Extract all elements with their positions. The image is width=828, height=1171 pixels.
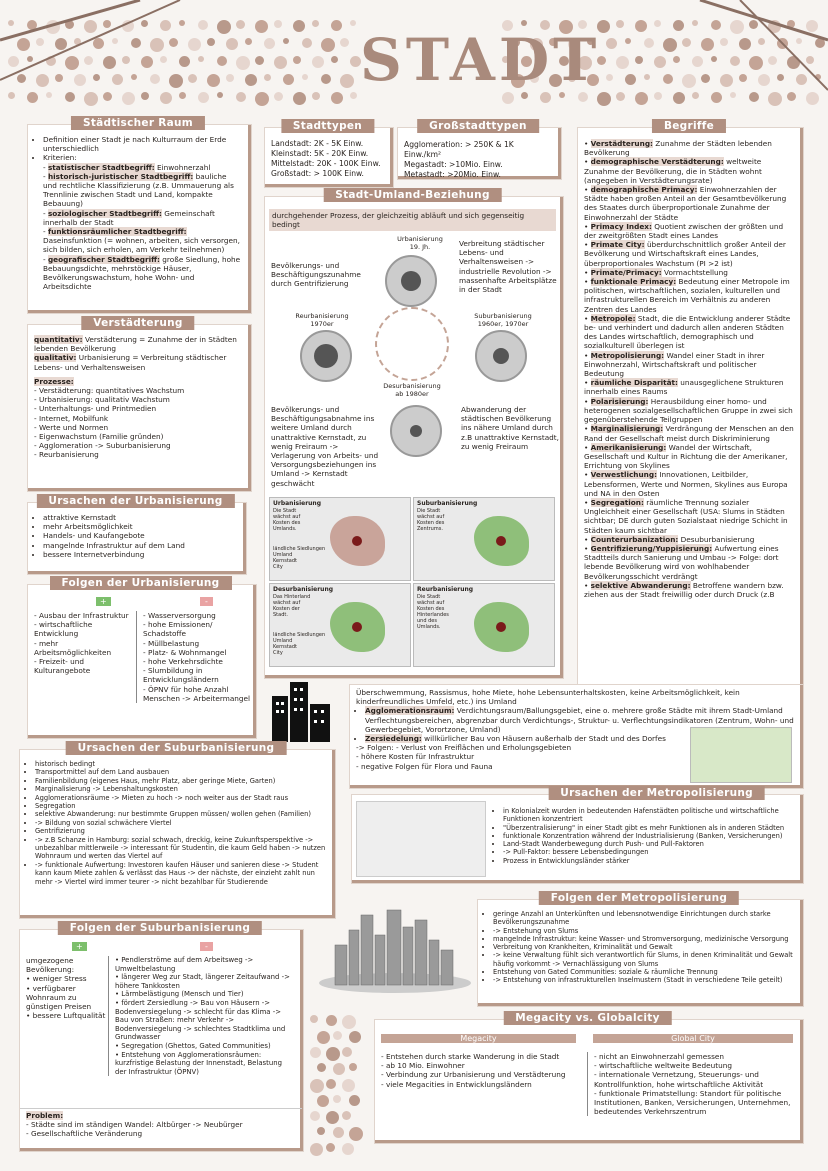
heading: Folgen der Urbanisierung bbox=[50, 576, 232, 590]
definition: weltweite Zunahme der Bevölkerung, die in Städten wohnt (angegeben in Verstädterungsrate) bbox=[584, 157, 762, 185]
definition: Einwohnerzahlen der Städte haben großen Anteil an der Gesamtbevölkerung des Staates durch überproportionale Zunahme der Einwohnerzahl der Städte bbox=[584, 185, 787, 222]
definition: räumliche Trennung sozialer Ungleichheit einer Gesellschaft (USA: Slums in Städten sichtbar; DE durch guten Sozialstaat niedrige Schicht in Städten kaum sichtbar bbox=[584, 497, 788, 535]
list-item: • mangelnde Infrastruktur auf dem Land bbox=[43, 541, 237, 550]
map-center bbox=[496, 536, 506, 546]
decorative-dot bbox=[342, 1111, 351, 1120]
positive-item: • bessere Luftqualität bbox=[26, 1011, 106, 1021]
definition: Aufwertung eines Stadtteils durch Sanierung und Umbau -> Folge: dort lebende Bevölkerung wird von wohlhabender Bevölkerungsschicht verdrängt bbox=[584, 543, 779, 581]
begriff-item: • demographische Primacy: Einwohnerzahlen der Städte haben großen Anteil an der Gesamtbevölkerung des Staates durch überproportionale Zunahme der Einwohnerzahl der Städte bbox=[584, 185, 787, 222]
problem-item: - Gesellschaftliche Veränderung bbox=[26, 1129, 143, 1139]
globalcity-header: Global City bbox=[593, 1034, 793, 1043]
decorative-dot bbox=[349, 1095, 360, 1106]
list-item: • Agglomerationsräume -> Mieten zu hoch -> noch weiter aus der Stadt raus bbox=[35, 794, 326, 802]
map-title: Reurbanisierung bbox=[417, 586, 474, 593]
map-title: Desurbanisierung bbox=[273, 586, 334, 593]
decorative-dot bbox=[333, 1063, 345, 1075]
decorative-dot bbox=[326, 1111, 339, 1124]
positive-list bbox=[20, 956, 112, 1020]
suburb-illustration bbox=[690, 727, 792, 783]
map-center bbox=[496, 622, 506, 632]
list-item: • Entstehung von Gated Communities: soziale & räumliche Trennung bbox=[493, 968, 794, 976]
text-top-left: Bevölkerungs- und Beschäftigungszunahme durch Gentrifizierung bbox=[271, 261, 361, 289]
decorative-dot bbox=[310, 1111, 320, 1121]
decorative-dot bbox=[342, 1079, 355, 1092]
ursachen-list bbox=[34, 513, 237, 559]
label-desurbanisierung: Desurbanisierung ab 1980er bbox=[383, 382, 441, 398]
megacity-item: - ab 10 Mio. Einwohner bbox=[381, 1061, 465, 1071]
list-item: • "Überzentralisierung" in einer Stadt gibt es mehr Funktionen als in anderen Städten bbox=[503, 824, 794, 832]
definition: Desuburbanisierung bbox=[680, 534, 755, 544]
term: selektive Abwanderung: bbox=[590, 580, 691, 590]
decorative-dot bbox=[310, 1047, 321, 1058]
map-panel bbox=[269, 583, 411, 667]
definition: unausgeglichene Strukturen innerhalb eines Raums bbox=[584, 378, 784, 397]
folgen-list bbox=[484, 910, 794, 985]
skyline-icon bbox=[268, 676, 336, 744]
stadttyp-line: Großstadt: > 100K Einw. bbox=[271, 169, 364, 178]
kriterien-label: • Kriterien: bbox=[43, 153, 242, 162]
negative-item: - Wasserversorgung bbox=[143, 611, 216, 620]
term: soziologischer Stadtbegriff: bbox=[47, 208, 162, 218]
qualitativ-line: qualitativ: Urbanisierung = Verbreitung städtischer Lebens- und Verhaltensweisen bbox=[34, 353, 227, 372]
prozess-item: - Eigenwachstum (Familie gründen) bbox=[34, 432, 164, 442]
term: statistischer Stadtbegriff: bbox=[47, 162, 155, 172]
decorative-dot bbox=[310, 1143, 323, 1156]
city-illustration bbox=[315, 905, 475, 995]
diagram-reurbanisierung bbox=[300, 330, 352, 382]
map-note: Die Stadt wächst auf Kosten des Umlands. bbox=[273, 508, 301, 532]
list-item: • historisch bedingt bbox=[35, 760, 326, 768]
term: demographische Primacy: bbox=[590, 185, 698, 195]
map-note: Die Stadt wächst auf Kosten des Zentrums. bbox=[417, 508, 445, 532]
positive-item: • verfügbarer Wohnraum zu günstigen Preisen bbox=[26, 983, 92, 1012]
negative-item: • Segregation (Ghettos, Gated Communities) bbox=[115, 1041, 271, 1050]
definition: Innovationen, Leitbilder, Lebensformen, Werte und Normen, Skylines aus Europa und NA in den Osten bbox=[584, 470, 788, 498]
list-item: • Marginalisierung -> Lebenshaltungskosten bbox=[35, 785, 326, 793]
map-panel bbox=[269, 497, 411, 581]
plus-badge: + bbox=[72, 942, 87, 951]
card-agglomeration bbox=[350, 685, 803, 788]
list-item: • attraktive Kernstadt bbox=[43, 513, 237, 522]
ursachen-list bbox=[494, 807, 794, 865]
definition: Wandel einer Stadt in ihrer Einwohnerzahl, Wirtschaftskraft und politischer Bedeutung bbox=[584, 350, 765, 379]
definition: Einwohnerzahl bbox=[157, 162, 211, 172]
negative-item: • fördert Zersiedlung -> Bau von Häusern -> Bodenversiegelung -> schlecht für das Klima -> Bau von Straßen: mehr Verkehr -> Bodenversiegelung -> schlechtes Stadtklima und Grundwasser bbox=[115, 998, 286, 1042]
prozess-item: - Agglomeration -> Suburbanisierung bbox=[34, 441, 171, 451]
kriterien-list bbox=[34, 163, 242, 292]
heading: Stadttypen bbox=[281, 119, 374, 133]
negative-item: • Lärmbelästigung (Mensch und Tier) bbox=[115, 990, 244, 999]
term: räumliche Disparität: bbox=[590, 378, 678, 388]
decorative-dot bbox=[317, 1063, 326, 1072]
stadttyp-line: Landstadt: 2K - 5K Einw. bbox=[271, 139, 364, 148]
kriterium-item: - historisch-juristischer Stadtbegriff: bauliche und rechtliche Klassifizierung (z.B. Ummauerung als Trennlinie zwischen Stadt und Land, kompakte Bebauung) bbox=[43, 171, 234, 209]
begriff-item: • Metropole: Stadt, die die Entwicklung anderer Städte be- und verhindert und dadurch allen anderen Städten des Landes wirtschaftlich, demographisch und sozialkulturell überlegen ist bbox=[584, 313, 791, 351]
term: Metropolisierung: bbox=[590, 350, 665, 360]
quantitativ-line: quantitativ: Verstädterung = Zunahme der in Städten lebenden Bevölkerung bbox=[34, 335, 237, 354]
map-center bbox=[352, 622, 362, 632]
map-title: Urbanisierung bbox=[273, 500, 321, 507]
list-item: • Familienbildung (eigenes Haus, mehr Platz, aber geringe Miete, Garten) bbox=[35, 777, 326, 785]
globalcity-item: - wirtschaftliche weltweite Bedeutung bbox=[594, 1061, 733, 1071]
card-folgen-suburbanisierung bbox=[20, 922, 303, 1151]
card-ursachen-suburbanisierung bbox=[20, 742, 335, 918]
negative-item: - Müllbelastung bbox=[143, 638, 200, 648]
zersiedelung-item: • Zersiedelung: willkürlicher Bau von Häusern außerhalb der Stadt und des Dorfes bbox=[365, 734, 794, 743]
term: demographische Verstädterung: bbox=[590, 157, 724, 167]
minus-badge: - bbox=[200, 597, 213, 606]
list-item: • -> funktionale Aufwertung: Investoren kaufen Häuser und sanieren diese -> Student kann kaum Miete zahlen & verlässt das Haus -> der nächste, der einzieht zahlt nun mehr -> Viertel wird immer teurer -> nicht bezahlbar für Studierende bbox=[35, 861, 326, 886]
term: Gentrifizierung/Yuppisierung: bbox=[590, 543, 713, 553]
list-item: • -> Entstehung von infrastrukturellen Inselmustern (Stadt in verschiedene Teile geteilt) bbox=[493, 976, 794, 984]
map-panel bbox=[413, 497, 555, 581]
list-item: • Transportmittel auf dem Land ausbauen bbox=[35, 768, 326, 776]
negative-item: - Platz- & Wohnmangel bbox=[143, 647, 227, 657]
decorative-dot bbox=[349, 1127, 363, 1141]
list-item: • geringe Anzahl an Unterkünften und lebensnotwendige Einrichtungen durch starke Bevölkerungszunahme bbox=[493, 910, 794, 927]
card-folgen-metropolisierung bbox=[478, 892, 803, 1006]
negative-item: - hohe Verkehrsdichte bbox=[143, 657, 223, 667]
heading: Verstädterung bbox=[81, 316, 194, 330]
negative-item: • Pendlerströme auf dem Arbeitsweg -> Umweltbelastung bbox=[115, 956, 254, 973]
diagram-urbanisierung bbox=[385, 255, 437, 307]
prozesse-list bbox=[34, 386, 242, 460]
definition: Gemeinschaft innerhalb der Stadt bbox=[43, 208, 215, 227]
list-item: • -> Pull-Faktor: bessere Lebensbedingungen bbox=[503, 848, 794, 856]
map-legend bbox=[273, 632, 325, 656]
megacity-item: - Verbindung zur Urbanisierung und Verstädterung bbox=[381, 1070, 566, 1080]
map-panel bbox=[413, 583, 555, 667]
ursachen-list bbox=[26, 760, 326, 886]
decorative-dot bbox=[310, 1079, 324, 1093]
heading: Ursachen der Metropolisierung bbox=[548, 786, 765, 800]
map-grid bbox=[269, 497, 553, 667]
negative-list bbox=[136, 611, 259, 703]
prozess-item: - Werte und Normen bbox=[34, 422, 109, 432]
problem-list bbox=[26, 1120, 296, 1138]
list-item: • bessere Internetverbindung bbox=[43, 550, 237, 559]
globalcity-item: - nicht an Einwohnerzahl gemessen bbox=[594, 1052, 724, 1061]
heading: Ursachen der Suburbanisierung bbox=[66, 741, 287, 755]
decorative-dot bbox=[326, 1079, 336, 1089]
decorative-dot bbox=[333, 1031, 342, 1040]
begriff-item: • Polarisierung: Herausbildung einer homo- und heterogenen sozialgesellschaftlichen Gruppe in zwei sich gegenüberstehende Teilgruppen bbox=[584, 396, 793, 425]
decorative-dot bbox=[326, 1015, 337, 1026]
term: Segregation: bbox=[590, 497, 644, 507]
begriff-item: • Primate City: überdurchschnittlich großer Anteil der Bevölkerung und Wirtschaftskraft eines Landes, überproportionales Wachstum (PI >2 ist) bbox=[584, 240, 786, 268]
begriff-item: • räumliche Disparität: unausgeglichene Strukturen innerhalb eines Raums bbox=[584, 378, 784, 397]
list-item: • -> Bildung von sozial schwächere Viertel bbox=[35, 819, 326, 827]
term: funktionsräumlicher Stadtbegriff: bbox=[47, 227, 187, 237]
term: Polarisierung: bbox=[590, 396, 649, 406]
definition: Herausbildung einer homo- und heterogenen sozialgesellschaftlichen Gruppe in zwei sich gegenüberstehende Teilgruppen bbox=[584, 396, 793, 425]
definition: Wandel der Wirtschaft, Gesellschaft und Kultur in Richtung die der Amerikaner, Errichtung von Skylines bbox=[584, 442, 788, 471]
kriterium-item: - funktionsräumlicher Stadtbegriff: Daseinsfunktion (= wohnen, arbeiten, sich versorgen, sich bilden, sich erholen, am Verkehr teilnehmen) bbox=[43, 227, 240, 255]
term: Verstädterung: bbox=[590, 139, 653, 148]
definition: Bedeutung einer Metropole im politischen, wirtschaftlichen, sozialen, kulturellen und infrastrukturellen Bereich im Verhältnis zu anderen Zentren des Landes bbox=[584, 277, 790, 314]
begriff-item: • Amerikanisierung: Wandel der Wirtschaft, Gesellschaft und Kultur in Richtung die der Amerikaner, Errichtung von Skylines bbox=[584, 442, 788, 471]
decorative-dot bbox=[349, 1031, 361, 1043]
agglomeration-item: • Agglomerationsraum: Verdichtungsraum/Ballungsgebiet, eine o. mehrere große Städte mit ihrem Stadt-Umland Verflechtungsbereichen, abgrenzbar durch Verdichtungs-, Struktur- u. Verflechtungsindikatoren (Zentrum, Wohn- und Gewerbegebiet, Vorortzone, Umland) bbox=[365, 706, 794, 734]
stadttyp-line: Mittelstadt: 20K - 100K Einw. bbox=[271, 159, 381, 168]
definition: Verdrängung der Menschen an den Rand der Gesellschaft meist durch Diskriminierung bbox=[584, 424, 794, 443]
card-ursachen-metropolisierung bbox=[352, 787, 803, 883]
decorative-dot bbox=[342, 1047, 352, 1057]
zersiedelung-folgen bbox=[356, 743, 686, 771]
list-item: • Land-Stadt Wanderbewegung durch Push- und Pull-Faktoren bbox=[503, 840, 794, 848]
folge-line: - höhere Kosten für Infrastruktur bbox=[356, 752, 475, 762]
positive-item: - wirtschaftliche Entwicklung bbox=[34, 620, 93, 639]
legend-item: ländliche Siedlungen bbox=[273, 632, 326, 638]
begriff-item: • funktionale Primacy: Bedeutung einer Metropole im politischen, wirtschaftlichen, sozialen, kulturellen und infrastrukturellen Bereich im Verhältnis zu anderen Zentren des Landes bbox=[584, 277, 790, 314]
grossstadttyp-line: Agglomeration: > 250K & 1K Einw./km² bbox=[404, 140, 514, 159]
stadttyp-line: Kleinstadt: 5K - 20K Einw. bbox=[271, 149, 369, 158]
text-bottom-left: Bevölkerungs- und Beschäftigungsabnahme ins weitere Umland durch unattraktive Kernstadt, zu wenig Freiraum -> Verlagerung von Arbeits- und Versorgungsbeziehungen ins Umland -> Kernstadt geschwächt bbox=[271, 405, 379, 488]
positive-item: - Ausbau der Infrastruktur bbox=[34, 611, 129, 620]
begriff-item: • selektive Abwanderung: Betroffene wandern bzw. ziehen aus der Stadt freiwillig oder durch Druck (z.B bbox=[584, 580, 784, 599]
megacity-header: Megacity bbox=[381, 1034, 576, 1043]
card-grossstadttypen bbox=[398, 120, 561, 179]
abwanderung-continued: Überschwemmung, Rassismus, hohe Miete, hohe Lebensunterhaltskosten, keine Arbeitsmöglichkeit, kein kinderfreundliches Umfeld, etc.) ins Umland bbox=[356, 688, 740, 707]
card-staedtischer-raum bbox=[28, 117, 251, 313]
decorative-dot bbox=[342, 1143, 354, 1155]
megacity-item: - Entstehen durch starke Wanderung in die Stadt bbox=[381, 1052, 560, 1061]
legend-item: Kernstadt bbox=[273, 644, 298, 650]
definition: Stadt, die die Entwicklung anderer Städte be- und verhindert und dadurch allen anderen Städten des Landes wirtschaftlich, demographisch und sozialkulturell überlegen ist bbox=[584, 313, 791, 351]
map-center bbox=[352, 536, 362, 546]
map-note: Das Hinterland wächst auf Kosten der Stadt. bbox=[273, 594, 311, 618]
term: Metropole: bbox=[590, 313, 636, 323]
positive-list bbox=[28, 611, 140, 675]
negative-item: • längerer Weg zur Stadt, längerer Zeitaufwand -> höhere Tankkosten bbox=[115, 973, 290, 990]
prozess-item: - Verstädterung: quantitatives Wachstum bbox=[34, 386, 185, 396]
definition: Vormachtstellung bbox=[664, 267, 728, 277]
begriff-item: • Gentrifizierung/Yuppisierung: Aufwertung eines Stadtteils durch Sanierung und Umbau -> Folge: dort lebende Bevölkerung wird von wohlhabender Bevölkerungsschicht verdrängt bbox=[584, 543, 779, 581]
list-item: • mehr Arbeitsmöglichkeit bbox=[43, 522, 237, 531]
begriff-item: • demographische Verstädterung: weltweite Zunahme der Bevölkerung, die in Städten wohnt (angegeben in Verstädterungsrate) bbox=[584, 157, 762, 185]
kriterium-item: - statistischer Stadtbegriff: Einwohnerzahl bbox=[43, 162, 211, 172]
prozess-item: - Urbanisierung: qualitativ Wachstum bbox=[34, 395, 170, 405]
term: geografischer Stadtbegriff: bbox=[47, 254, 160, 264]
heading: Megacity vs. Globalcity bbox=[503, 1011, 671, 1025]
definition: Quotient zwischen der größten und der zweitgrößten Stadt eines Landes bbox=[584, 221, 784, 241]
kriterium-item: - soziologischer Stadtbegriff: Gemeinschaft innerhalb der Stadt bbox=[43, 208, 215, 227]
prozesse-label: Prozesse: bbox=[34, 376, 74, 386]
term: Amerikanisierung: bbox=[590, 442, 667, 452]
negative-item: - Slumbildung in Entwicklungsländern bbox=[143, 666, 219, 685]
definition: große Siedlung, hohe Bebauungsdichte, mehrstöckige Häuser, Bevölkerungswachstum, hohe Wohn- und Arbeitsdichte bbox=[43, 254, 241, 292]
begriff-item: • Verstädterung: Zunahme der Städten lebenden Bevölkerung bbox=[584, 139, 772, 158]
list-item: • mangelnde Infrastruktur: keine Wasser- und Stromversorgung, medizinische Versorgung bbox=[493, 935, 794, 943]
term: Primacy Index: bbox=[590, 221, 652, 231]
legend-item: Umland bbox=[273, 638, 293, 644]
definition: Zunahme der Städten lebenden Bevölkerung bbox=[584, 139, 772, 158]
folge-line: - negative Folgen für Flora und Fauna bbox=[356, 761, 493, 771]
plus-badge: + bbox=[96, 597, 111, 606]
positive-item: - Freizeit- und Kulturangebote bbox=[34, 657, 91, 676]
subtitle: durchgehender Prozess, der gleichzeitig abläuft und sich gegenseitig bedingt bbox=[269, 209, 556, 231]
term: historisch-juristischer Stadtbegriff: bbox=[47, 171, 194, 181]
map-legend bbox=[273, 546, 325, 570]
term: Marginalisierung: bbox=[590, 424, 664, 434]
decorative-dot bbox=[317, 1095, 329, 1107]
positive-item: • weniger Stress bbox=[26, 974, 87, 984]
definition: bauliche und rechtliche Klassifizierung (z.B. Ummauerung als Trennlinie zwischen Stadt und Land, kompakte Bebauung) bbox=[43, 171, 234, 209]
list-item: • -> Entstehung von Slums bbox=[493, 927, 794, 935]
label-suburbanisierung: Suburbanisierung 1960er, 1970er bbox=[474, 312, 532, 328]
begriff-item: • Primacy Index: Quotient zwischen der größten und der zweitgrößten Stadt eines Landes bbox=[584, 221, 784, 241]
decorative-dot bbox=[333, 1127, 344, 1138]
term: funktionale Primacy: bbox=[590, 277, 677, 287]
negative-item: - ÖPNV für hohe Anzahl Menschen -> Arbeitermangel bbox=[143, 684, 251, 703]
definition: überdurchschnittlich großer Anteil der Bevölkerung und Wirtschaftskraft eines Landes, überproportionales Wachstum (PI >2 ist) bbox=[584, 240, 786, 268]
card-stadttypen bbox=[265, 120, 393, 187]
megacity-item: - viele Megacities in Entwicklungsländern bbox=[381, 1079, 532, 1089]
problem-item: - Städte sind im ständigen Wandel: Altbürger -> Neubürger bbox=[26, 1120, 243, 1130]
decorative-dot bbox=[349, 1063, 357, 1071]
begriffe-list bbox=[578, 128, 800, 599]
begriff-item: • Primate/Primacy: Vormachtstellung bbox=[584, 267, 728, 277]
begriff-item: • Metropolisierung: Wandel einer Stadt in ihrer Einwohnerzahl, Wirtschaftskraft und politischer Bedeutung bbox=[584, 350, 765, 379]
card-folgen-urbanisierung bbox=[28, 577, 256, 738]
card-ursachen-urbanisierung bbox=[28, 495, 246, 574]
cycle-arrows bbox=[375, 307, 449, 381]
minus-badge: - bbox=[200, 942, 213, 951]
begriff-item: • Marginalisierung: Verdrängung der Menschen an den Rand der Gesellschaft meist durch Diskriminierung bbox=[584, 424, 794, 443]
heading: Städtischer Raum bbox=[71, 116, 205, 130]
heading: Stadt-Umland-Beziehung bbox=[323, 188, 502, 202]
decorative-dot bbox=[326, 1047, 340, 1061]
text-bottom-right: Abwanderung der städtischen Bevölkerung ins nähere Umland durch z.B unattraktive Kernstadt, zu wenig Freiraum bbox=[461, 405, 559, 451]
text-top-right: Verbreitung städtischer Lebens- und Verhaltensweisen -> industrielle Revolution -> massenhafte Arbeitsplätze in der Stadt bbox=[459, 239, 557, 295]
card-verstaedterung bbox=[28, 317, 251, 491]
list-item: • -> z.B Schanze in Hamburg: sozial schwach, dreckig, keine Zukunftsperspektive -> unbezahlbar mittlerweile -> interessant für Studentin, die kaum Geld haben -> nutzen Wohnraum und werten das Viertel auf bbox=[35, 836, 326, 861]
list-item: • funktionale Konzentration während der Industrialisierung (Banken, Versicherungen) bbox=[503, 832, 794, 840]
decorative-dot bbox=[310, 1015, 318, 1023]
term: Verwestlichung: bbox=[590, 470, 657, 480]
heading: Großstadttypen bbox=[417, 119, 539, 133]
legend-item: City bbox=[273, 650, 283, 656]
negative-list bbox=[108, 956, 301, 1076]
decorative-dot bbox=[326, 1143, 335, 1152]
kriterium-item: - geografischer Stadtbegriff: große Siedlung, hohe Bebauungsdichte, mehrstöckige Häuser, Bevölkerungswachstum, hohe Wohn- und Arbeitsdichte bbox=[43, 254, 241, 292]
card-begriffe bbox=[578, 120, 803, 711]
map-note: Die Stadt wächst auf Kosten des Hinterlandes und des Umlands. bbox=[417, 594, 449, 630]
prozess-item: - Unterhaltungs- und Printmedien bbox=[34, 404, 157, 414]
label-urbanisierung: Urbanisierung 19. Jh. bbox=[397, 235, 443, 251]
list-item: • Gentrifizierung bbox=[35, 827, 326, 835]
begriff-item: • Segregation: räumliche Trennung sozialer Ungleichheit einer Gesellschaft (USA: Slums in Städten sichtbar; DE durch guten Sozialstaat niedrige Schicht in Städten kaum sichtbar bbox=[584, 497, 788, 535]
card-megacity-vs-globalcity bbox=[375, 1012, 803, 1143]
stadttypen-list bbox=[265, 128, 390, 179]
legend-item: Umland bbox=[273, 552, 293, 558]
grossstadttyp-line: Metastadt: >20Mio. Einw. bbox=[404, 170, 501, 179]
prozess-item: - Internet, Mobilfunk bbox=[34, 413, 109, 423]
problem-label: Problem: bbox=[26, 1111, 64, 1120]
term: Primate/Primacy: bbox=[590, 267, 662, 277]
globalcity-item: - internationale Vernetzung, Steuerungs- und Kontrollfunktion, hohe wirtschaftliche Aktivität bbox=[594, 1070, 764, 1089]
list-item: • -> keine Verwaltung fühlt sich verantwortlich für Slums, in denen Kriminalität und Gewalt häufig vorkommt -> Vernachlässigung von Slums bbox=[493, 951, 794, 968]
globalcity-list bbox=[587, 1052, 800, 1116]
legend-item: City bbox=[273, 564, 283, 570]
begriff-item: • Counterurbanization: Desuburbanisierung bbox=[584, 534, 755, 544]
diagram-suburbanisierung bbox=[475, 330, 527, 382]
globalcity-item: - funktionale Primatstellung: Standort für politische Institutionen, Banken, Versicherungen, Unternehmen, bedeutendes Verkehrszentrum bbox=[594, 1088, 791, 1117]
metro-table-image bbox=[356, 801, 486, 877]
decorative-dot bbox=[333, 1095, 341, 1103]
decorative-dot bbox=[317, 1127, 325, 1135]
heading: Begriffe bbox=[652, 119, 726, 133]
list-item: • Prozess in Entwicklungsländer stärker bbox=[503, 857, 794, 865]
positive-item: umgezogene Bevölkerung: bbox=[26, 956, 75, 975]
page-title: STADT bbox=[360, 26, 601, 94]
list-item: • Handels- und Kaufangebote bbox=[43, 531, 237, 540]
heading: Ursachen der Urbanisierung bbox=[36, 494, 234, 508]
label-reurbanisierung: Reurbanisierung 1970er bbox=[295, 312, 349, 328]
term: Primate City: bbox=[590, 240, 645, 250]
list-item: • selektive Abwanderung: nur bestimmte Gruppen müssen/ wollen gehen (Familien) bbox=[35, 810, 326, 818]
negative-item: - hohe Emissionen/ Schadstoffe bbox=[143, 620, 213, 639]
decorative-dot bbox=[317, 1031, 330, 1044]
list-item: • in Kolonialzeit wurden in bedeutenden Hafenstädten politische und wirtschaftliche Funktionen konzentriert bbox=[503, 807, 794, 824]
prozess-item: - Reurbanisierung bbox=[34, 450, 99, 460]
decorative-dot bbox=[342, 1015, 356, 1029]
definition: Daseinsfunktion (= wohnen, arbeiten, sich versorgen, sich bilden, sich erholen, am Verkehr teilnehmen) bbox=[43, 236, 240, 255]
list-item: • Segregation bbox=[35, 802, 326, 810]
begriff-item: • Verwestlichung: Innovationen, Leitbilder, Lebensformen, Werte und Normen, Skylines aus Europa und NA in den Osten bbox=[584, 470, 788, 498]
heading: Folgen der Suburbanisierung bbox=[58, 921, 262, 935]
map-title: Suburbanisierung bbox=[417, 500, 478, 507]
heading: Folgen der Metropolisierung bbox=[539, 891, 739, 905]
megacity-list bbox=[375, 1052, 582, 1089]
diagram-desurbanisierung bbox=[390, 405, 442, 457]
term: Counterurbanization: bbox=[590, 534, 679, 544]
negative-item: • Entstehung von Agglomerationsräumen: kurzfristige Belastung der Innenstadt, Belastung der Infrastruktur (ÖPNV) bbox=[115, 1050, 282, 1076]
definition: Betroffene wandern bzw. ziehen aus der Stadt freiwillig oder durch Druck (z.B bbox=[584, 580, 784, 599]
definition-text: • Definition einer Stadt je nach Kulturraum der Erde unterschiedlich bbox=[43, 135, 242, 153]
grossstadttypen-list bbox=[398, 128, 558, 180]
card-stadt-umland bbox=[265, 189, 563, 678]
list-item: • Verbreitung von Krankheiten, Kriminalität und Gewalt bbox=[493, 943, 794, 951]
positive-item: - mehr Arbeitsmöglichkeiten bbox=[34, 638, 112, 657]
legend-item: ländliche Siedlungen bbox=[273, 546, 326, 552]
folge-line: -> Folgen: - Verlust von Freiflächen und Erholungsgebieten bbox=[356, 743, 572, 753]
grossstadttyp-line: Megastadt: >10Mio. Einw. bbox=[404, 160, 503, 169]
legend-item: Kernstadt bbox=[273, 558, 298, 564]
